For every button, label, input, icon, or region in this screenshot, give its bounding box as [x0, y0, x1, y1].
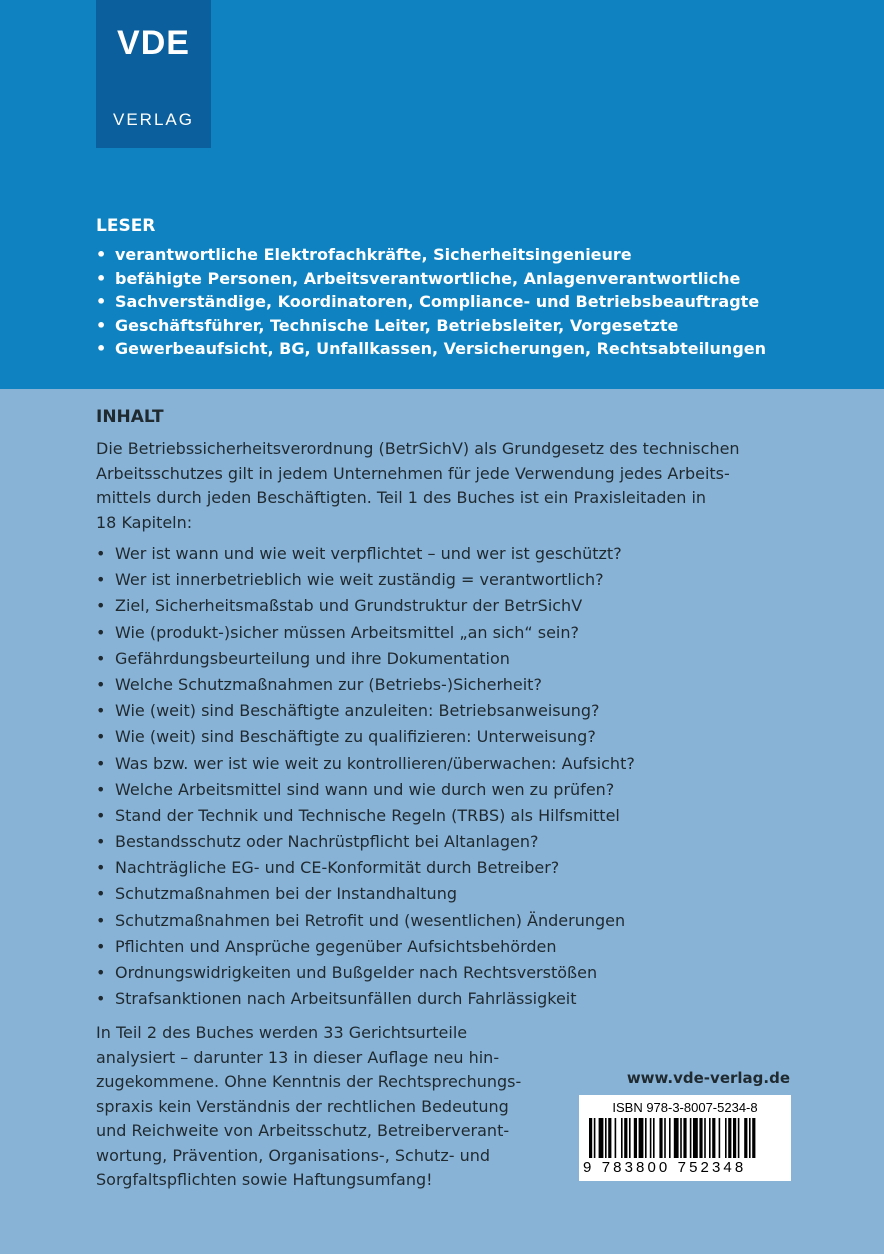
list-item: • Geschäftsführer, Technische Leiter, Betriebsleiter, Vorgesetzte: [96, 314, 766, 338]
barcode-bar: [621, 1118, 623, 1158]
barcode-bar: [645, 1118, 647, 1158]
list-item: • Ordnungswidrigkeiten und Bußgelder nach Rechtsverstößen: [96, 960, 635, 986]
list-item: • Wie (weit) sind Beschäftigte anzuleiten: Betriebsanweisung?: [96, 698, 635, 724]
text-line: mittels durch jeden Beschäftigten. Teil 1 des Buches ist ein Praxisleitaden in: [96, 488, 707, 507]
list-item: • Ziel, Sicherheitsmaßstab und Grundstruktur der BetrSichV: [96, 593, 635, 619]
barcode-bar: [733, 1118, 736, 1158]
list-item: • Schutzmaßnahmen bei der Instandhaltung: [96, 881, 635, 907]
barcode-bar: [674, 1118, 679, 1158]
header-band: [0, 0, 884, 389]
barcode-bar: [690, 1118, 692, 1158]
leser-heading: LESER: [96, 216, 156, 236]
list-item: • Welche Arbeitsmittel sind wann und wie durch wen zu prüfen?: [96, 777, 635, 803]
list-item: • befähigte Personen, Arbeitsverantwortliche, Anlagenverantwortliche: [96, 267, 766, 291]
barcode-bar: [744, 1118, 747, 1158]
text-line: Sorgfaltspflichten sowie Haftungsumfang!: [96, 1170, 433, 1189]
text-line: Arbeitsschutzes gilt in jedem Unternehmen für jede Verwendung jedes Arbeits-: [96, 463, 730, 483]
barcode-bar: [624, 1118, 627, 1158]
text-line: analysiert – darunter 13 in dieser Auflage neu hin-: [96, 1047, 500, 1067]
list-item: • Welche Schutzmaßnahmen zur (Betriebs-)Sicherheit?: [96, 672, 635, 698]
text-line: und Reichweite von Arbeitsschutz, Betreiberverant-: [96, 1121, 510, 1140]
barcode-bar: [725, 1118, 727, 1158]
barcode-bar: [608, 1118, 611, 1158]
list-item: • Pflichten und Ansprüche gegenüber Aufsichtsbehörden: [96, 934, 635, 960]
barcode-bar: [664, 1118, 666, 1158]
list-item: • Stand der Technik und Technische Regeln (TRBS) als Hilfsmittel: [96, 803, 635, 829]
barcode-bar: [594, 1118, 596, 1158]
barcode-bar: [634, 1118, 637, 1158]
list-item: • verantwortliche Elektrofachkräfte, Sicherheitsingenieure: [96, 243, 766, 267]
barcode-bar: [669, 1118, 671, 1158]
list-item: • Strafsanktionen nach Arbeitsunfällen durch Fahrlässigkeit: [96, 986, 635, 1012]
text-line: spraxis kein Verständnis der rechtlichen Bedeutung: [96, 1096, 509, 1116]
isbn-number: ISBN 978-3-8007-5234-8: [612, 1100, 758, 1115]
list-item: • Wie (produkt-)sicher müssen Arbeitsmittel „an sich“ sein?: [96, 620, 635, 646]
barcode-bar: [749, 1118, 751, 1158]
list-item: • Gefährdungsbeurteilung und ihre Dokumentation: [96, 646, 635, 672]
barcode-bar: [599, 1118, 604, 1158]
leser-list: [96, 243, 766, 361]
publisher-website: www.vde-verlag.de: [626, 1069, 790, 1087]
barcode-bar: [709, 1118, 711, 1158]
list-item: • Wer ist innerbetrieblich wie weit zuständig = verantwortlich?: [96, 567, 635, 593]
barcode-bar: [605, 1118, 607, 1158]
text-line: wortung, Prävention, Organisations-, Schutz- und: [96, 1145, 491, 1165]
barcode-bar: [719, 1118, 721, 1158]
barcode-bar: [683, 1118, 686, 1158]
list-item: • Wie (weit) sind Beschäftigte zu qualifizieren: Unterweisung?: [96, 724, 635, 750]
list-item: • Nachträgliche EG- und CE-Konformität durch Betreiber?: [96, 855, 635, 881]
text-line: Die Betriebssicherheitsverordnung (BetrSichV) als Grundgesetz des technischen: [96, 439, 740, 458]
barcode-bar: [699, 1118, 702, 1158]
outro-paragraph: [96, 1021, 521, 1193]
topics-list: [96, 541, 635, 1012]
logo-brand: VDE: [117, 24, 190, 62]
barcode-bar: [629, 1118, 631, 1158]
text-line: zugekommene. Ohne Kenntnis der Rechtsprechungs-: [96, 1072, 522, 1091]
list-item: • Gewerbeaufsicht, BG, Unfallkassen, Versicherungen, Rechtsabteilungen: [96, 337, 766, 361]
text-line: 18 Kapiteln:: [96, 512, 193, 532]
barcode-bars: [589, 1118, 781, 1158]
list-item: • Bestandsschutz oder Nachrüstpflicht bei Altanlagen?: [96, 829, 635, 855]
text-line: In Teil 2 des Buches werden 33 Gerichtsurteile: [96, 1023, 468, 1042]
barcode-bar: [589, 1118, 592, 1158]
intro-paragraph: [96, 437, 806, 535]
list-item: • Wer ist wann und wie weit verpflichtet – und wer ist geschützt?: [96, 541, 635, 567]
barcode-bar: [704, 1118, 706, 1158]
barcode-bar: [738, 1118, 740, 1158]
barcode-bar: [752, 1118, 755, 1158]
barcode-bar: [680, 1118, 682, 1158]
isbn-barcode: [579, 1095, 791, 1181]
barcode-bar: [653, 1118, 655, 1158]
barcode-bar: [693, 1118, 698, 1158]
ean-number: 9 783800 752348: [583, 1159, 747, 1176]
barcode-bar: [659, 1118, 662, 1158]
barcode-bar: [650, 1118, 652, 1158]
list-item: • Sachverständige, Koordinatoren, Compliance- und Betriebsbeauftragte: [96, 290, 766, 314]
barcode-bar: [712, 1118, 715, 1158]
barcode-bar: [639, 1118, 644, 1158]
barcode-bar: [615, 1118, 617, 1158]
list-item: • Was bzw. wer ist wie weit zu kontrollieren/überwachen: Aufsicht?: [96, 751, 635, 777]
inhalt-heading: INHALT: [96, 407, 164, 427]
list-item: • Schutzmaßnahmen bei Retrofit und (wesentlichen) Änderungen: [96, 908, 635, 934]
barcode-bar: [728, 1118, 731, 1158]
logo-subtitle: VERLAG: [113, 110, 194, 129]
vde-logo: [96, 0, 211, 148]
